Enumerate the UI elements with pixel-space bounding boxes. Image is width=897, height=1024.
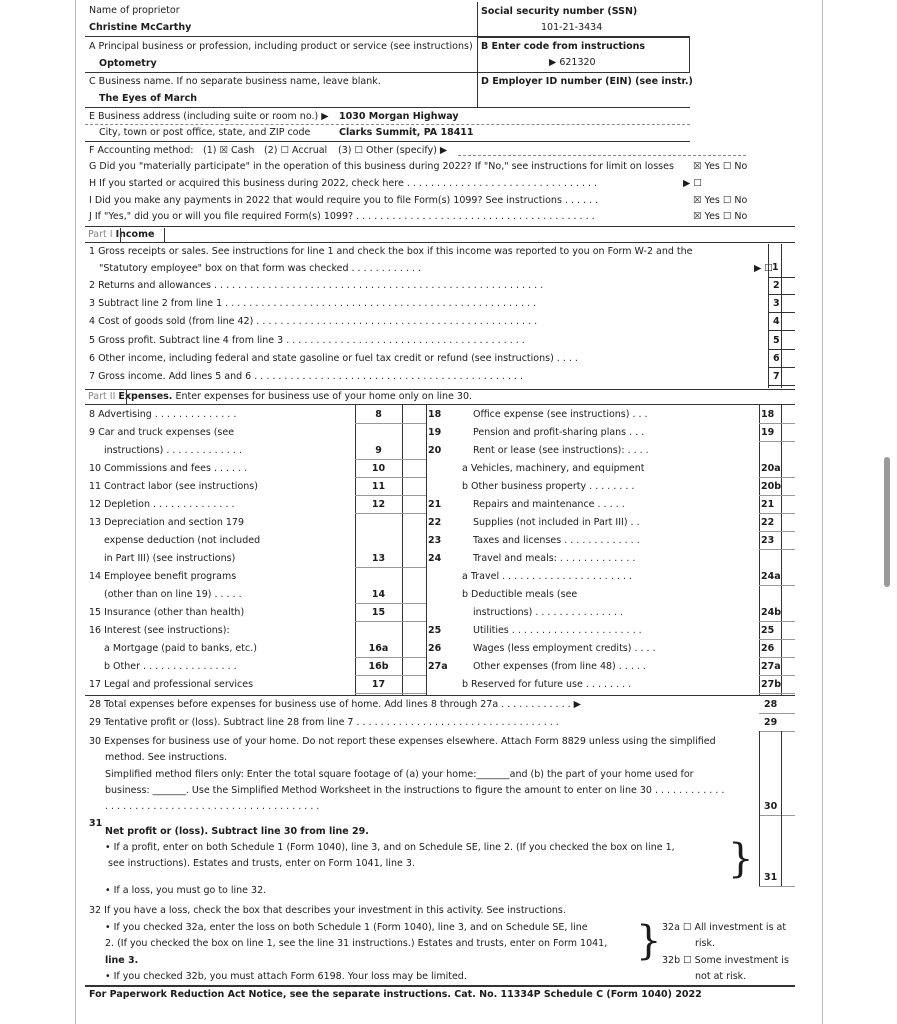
expense-line-left-num: 9 [375,445,382,456]
expense-line-right-num: 24a [761,571,781,582]
line32-text-e: • If you checked 32b, you must attach Form 6198. Your loss may be limited. [105,971,467,982]
expense-line-left: 8 Advertising . . . . . . . . . . . . . . [89,409,237,420]
expense-line-left: 11 Contract labor (see instructions) [89,481,258,492]
part1-line-text: 2 Returns and allowances . . . . . . . . . . . . . . . . . . . . . . . . . . . . . . . . . . . . . . . . . . . . . . . . . . . . . . . [89,280,544,291]
expense-line-left-num: 8 [375,409,382,420]
expense-line-left-num: 16a [368,643,389,654]
expense-line-right: Wages (less employment credits) . . . . [473,643,656,654]
expense-line-right-num: 20a [761,463,781,474]
expense-line-right-num: 23 [761,535,775,546]
expense-line-left-num: 13 [371,553,386,564]
line30-text-e: . . . . . . . . . . . . . . . . . . . . . . . . . . . . . . . . . . . . [105,801,320,812]
line30-num: 30 [764,801,778,812]
part1-line-num: 7 [773,371,780,382]
expense-line-left: a Mortgage (paid to banks, etc.) [104,643,257,654]
expense-line-right: Travel and meals: . . . . . . . . . . . . . [473,553,636,564]
city-state-zip[interactable]: Clarks Summit, PA 18411 [339,127,474,138]
part1-line-num: 6 [773,353,780,364]
business-name[interactable]: The Eyes of March [99,93,197,104]
part1-line-num: 2 [773,280,780,291]
expense-line-right-num: 26 [761,643,775,654]
expense-line-right: b Deductible meals (see [462,589,578,600]
line1-text-b: "Statutory employee" box on that form was checked . . . . . . . . . . . . [99,263,421,274]
expense-line-right-label: 25 [428,625,442,636]
expense-line-left: expense deduction (not included [104,535,261,546]
expense-line-left: instructions) . . . . . . . . . . . . . [104,445,242,456]
ssn-value[interactable]: 101-21-3434 [541,22,603,33]
statutory-employee-checkbox[interactable]: ▶ ☐ [754,263,773,274]
line-h-text: H If you started or acquired this business during 2022, check here . . . . . . . . . . . . . . . . . . . . . . . . . . . . . . . . [89,178,598,189]
line32-text-c: 2. (If you checked the box on line 1, see the line 31 instructions.) Estates and trusts, enter on Form 1041, [105,938,608,949]
expense-line-left-num: 11 [371,481,386,492]
part1-tag: Part I [88,229,113,240]
part1-line-text: 4 Cost of goods sold (from line 42) . . . . . . . . . . . . . . . . . . . . . . . . . . . . . . . . . . . . . . . . . . . . . . . [89,316,538,327]
expense-line-left-num: 14 [371,589,386,600]
ssn-label: Social security number (SSN) [481,6,638,17]
expense-line-left: 16 Interest (see instructions): [89,625,230,636]
expense-line-right: Supplies (not included in Part III) . . [473,517,640,528]
expense-line-right: a Travel . . . . . . . . . . . . . . . . . . . . . . [462,571,632,582]
line-g-text: G Did you "materially participate" in the operation of this business during 2022? If "No," see instructions for limit on losses [89,161,674,172]
expense-line-right: Other expenses (from line 48) . . . . . [473,661,646,672]
expense-line-right-num: 27a [761,661,781,672]
part1-line-text: 7 Gross income. Add lines 5 and 6 . . . . . . . . . . . . . . . . . . . . . . . . . . . . . . . . . . . . . . . . . . . . . [89,371,523,382]
expense-line-right: Pension and profit-sharing plans . . . [473,427,645,438]
city-label: City, town or post office, state, and ZIP code [99,127,311,138]
part2-tag: Part II [88,391,116,402]
line28-num: 28 [764,699,778,710]
expense-line-right-label: 22 [428,517,442,528]
expense-line-right-num: 21 [761,499,775,510]
line1-text-a: 1 Gross receipts or sales. See instructions for line 1 and check the box if this income was reported to you on Form W-2 and the [89,246,693,257]
line32-text-d: line 3. [105,955,139,966]
expense-line-right-num: 18 [761,409,775,420]
accrual-checkbox[interactable]: (2) ☐ Accrual [264,145,328,156]
line31-text-b: • If a profit, enter on both Schedule 1 (Form 1040), line 3, and on Schedule SE, line 2. (If you checked the box on line 1, [105,842,675,853]
line32-text-a: 32 If you have a loss, check the box that describes your investment in this activity. See instructions. [89,905,566,916]
expense-line-left: 14 Employee benefit programs [89,571,237,582]
expense-line-right: Taxes and licenses . . . . . . . . . . . . . [473,535,640,546]
line32b-text: not at risk. [695,971,747,982]
part1-heading [88,229,154,241]
expense-line-left: in Part III) (see instructions) [104,553,236,564]
expense-line-right: Rent or lease (see instructions): . . . . [473,445,649,456]
expense-line-right-num: 20b [761,481,782,492]
line31-text-d: • If a loss, you must go to line 32. [105,885,267,896]
line-i-text: I Did you make any payments in 2022 that would require you to file Form(s) 1099? See instructions . . . . . . [89,195,599,206]
line32a-checkbox[interactable]: 32a ☐ All investment is at [662,922,787,933]
line31-num: 31 [764,872,778,883]
business-address[interactable]: 1030 Morgan Highway [339,111,459,122]
expense-line-left: (other than on line 19) . . . . . [104,589,242,600]
expense-line-right-label: 18 [428,409,442,420]
expense-line-right: a Vehicles, machinery, and equipment [462,463,645,474]
expense-line-right: Office expense (see instructions) . . . [473,409,648,420]
part1-line-num: 4 [773,316,780,327]
footer-notice: For Paperwork Reduction Act Notice, see the separate instructions. Cat. No. 11334P Schedule C (Form 1040) 2022 [89,989,702,1000]
line-g-answer[interactable]: ☒ Yes ☐ No [693,161,748,172]
principal-business[interactable]: Optometry [99,58,157,69]
line32-text-b: • If you checked 32a, enter the loss on both Schedule 1 (Form 1040), line 3, and on Schedule SE, line [105,922,588,933]
expense-line-left-num: 12 [371,499,386,510]
proprietor-name[interactable]: Christine McCarthy [89,22,192,33]
expense-line-left-num: 10 [371,463,386,474]
part1-title: Income [115,229,155,240]
line29-text: 29 Tentative profit or (loss). Subtract line 28 from line 7 . . . . . . . . . . . . . . . . . . . . . . . . . . . . . . . . . . [89,717,559,728]
part2-subtitle: Enter expenses for business use of your home only on line 30. [175,391,473,402]
line32-brace: } [636,918,662,964]
expense-line-right-label: 26 [428,643,442,654]
expense-line-right-num: 27b [761,679,782,690]
part1-line-text: 3 Subtract line 2 from line 1 . . . . . . . . . . . . . . . . . . . . . . . . . . . . . . . . . . . . . . . . . . . . . . . . . . . . [89,298,537,309]
expense-line-left: 10 Commissions and fees . . . . . . [89,463,248,474]
part1-line-num: 5 [773,335,780,346]
line-h-checkbox[interactable]: ▶ ☐ [683,178,702,189]
line30-text-c: Simplified method filers only: Enter the total square footage of (a) your home:_______and (b) the part of your home used for [105,769,694,780]
expense-line-left: 17 Legal and professional services [89,679,254,690]
expense-line-right-num: 24b [761,607,782,618]
line31-text-a: Net profit or (loss). Subtract line 30 from line 29. [105,826,369,837]
line31-text-c: see instructions). Estates and trusts, enter on Form 1041, line 3. [108,858,415,869]
line30-text-a: 30 Expenses for business use of your home. Do not report these expenses elsewhere. Attach Form 8829 unless using the simplified [89,736,716,747]
line-f-label: F Accounting method: [89,145,194,156]
line-c-label: C Business name. If no separate business name, leave blank. [89,76,381,87]
expense-line-left: 12 Depletion . . . . . . . . . . . . . . [89,499,235,510]
cash-checkbox[interactable]: (1) ☒ Cash [203,145,255,156]
line30-text-b: method. See instructions. [105,752,228,763]
expense-line-right-label: 23 [428,535,442,546]
line32b-checkbox[interactable]: 32b ☐ Some investment is [662,955,789,966]
line-j-text: J If "Yes," did you or will you file required Form(s) 1099? . . . . . . . . . . . . . . . . . . . . . . . . . . . . . . . . . . . . . . . . [89,211,595,222]
part1-line-text: 5 Gross profit. Subtract line 4 from line 3 . . . . . . . . . . . . . . . . . . . . . . . . . . . . . . . . . . . . . . . . [89,335,525,346]
expense-line-right-num: 25 [761,625,775,636]
line31-num-label: 31 [89,818,103,829]
expense-line-right: b Reserved for future use . . . . . . . . [462,679,632,690]
expense-line-left: 15 Insurance (other than health) [89,607,245,618]
expense-line-right-num: 19 [761,427,775,438]
line-i-answer[interactable]: ☒ Yes ☐ No [693,195,748,206]
line-d-label: D Employer ID number (EIN) (see instr.) [481,76,693,87]
line29-num: 29 [764,717,778,728]
expense-line-right: Utilities . . . . . . . . . . . . . . . . . . . . . . [473,625,642,636]
expense-line-left: 9 Car and truck expenses (see [89,427,235,438]
other-method-checkbox[interactable]: (3) ☐ Other (specify) ▶ [338,145,448,156]
line31-brace: } [728,836,754,882]
part2-heading [88,391,472,403]
line-e-label: E Business address (including suite or room no.) ▶ [89,111,329,122]
expense-line-right-label: 21 [428,499,442,510]
expense-line-left: 13 Depreciation and section 179 [89,517,245,528]
line28-text [89,699,581,711]
business-code[interactable]: ▶ 621320 [549,57,596,68]
part2-title: Expenses. [118,391,173,402]
expense-line-left-num: 17 [371,679,386,690]
expense-line-right-label: 27a [428,661,448,672]
line1-num: 1 [772,262,779,273]
line32a-text: risk. [695,938,716,949]
expense-line-right: instructions) . . . . . . . . . . . . . . . [473,607,623,618]
part1-line-num: 3 [773,298,780,309]
expense-line-left-num: 15 [371,607,386,618]
line-b-label: B Enter code from instructions [481,41,646,52]
expense-line-right-num: 22 [761,517,775,528]
line-j-answer[interactable]: ☒ Yes ☐ No [693,211,748,222]
expense-line-right-label: 20 [428,445,442,456]
part1-line-text: 6 Other income, including federal and state gasoline or fuel tax credit or refund (see instructions) . . . . [89,353,578,364]
line30-text-d: business: _______. Use the Simplified Method Worksheet in the instructions to figure the amount to enter on line 30 . . . . . . . . . . . . [105,785,725,796]
expense-line-right: b Other business property . . . . . . . . [462,481,635,492]
name-label: Name of proprietor [89,5,180,16]
expense-line-right-label: 24 [428,553,442,564]
line28-label: 28 Total expenses before expenses for business use of home. Add lines 8 through 27a . . . . . . . . . . . . ▶ [89,699,581,710]
expense-line-right: Repairs and maintenance . . . . . [473,499,625,510]
expense-line-right-label: 19 [428,427,442,438]
scrollbar-thumb[interactable] [884,457,890,587]
expense-line-left-num: 16b [368,661,389,672]
line-a-label: A Principal business or profession, including product or service (see instructions) [89,41,473,52]
expense-line-left: b Other . . . . . . . . . . . . . . . . [104,661,237,672]
